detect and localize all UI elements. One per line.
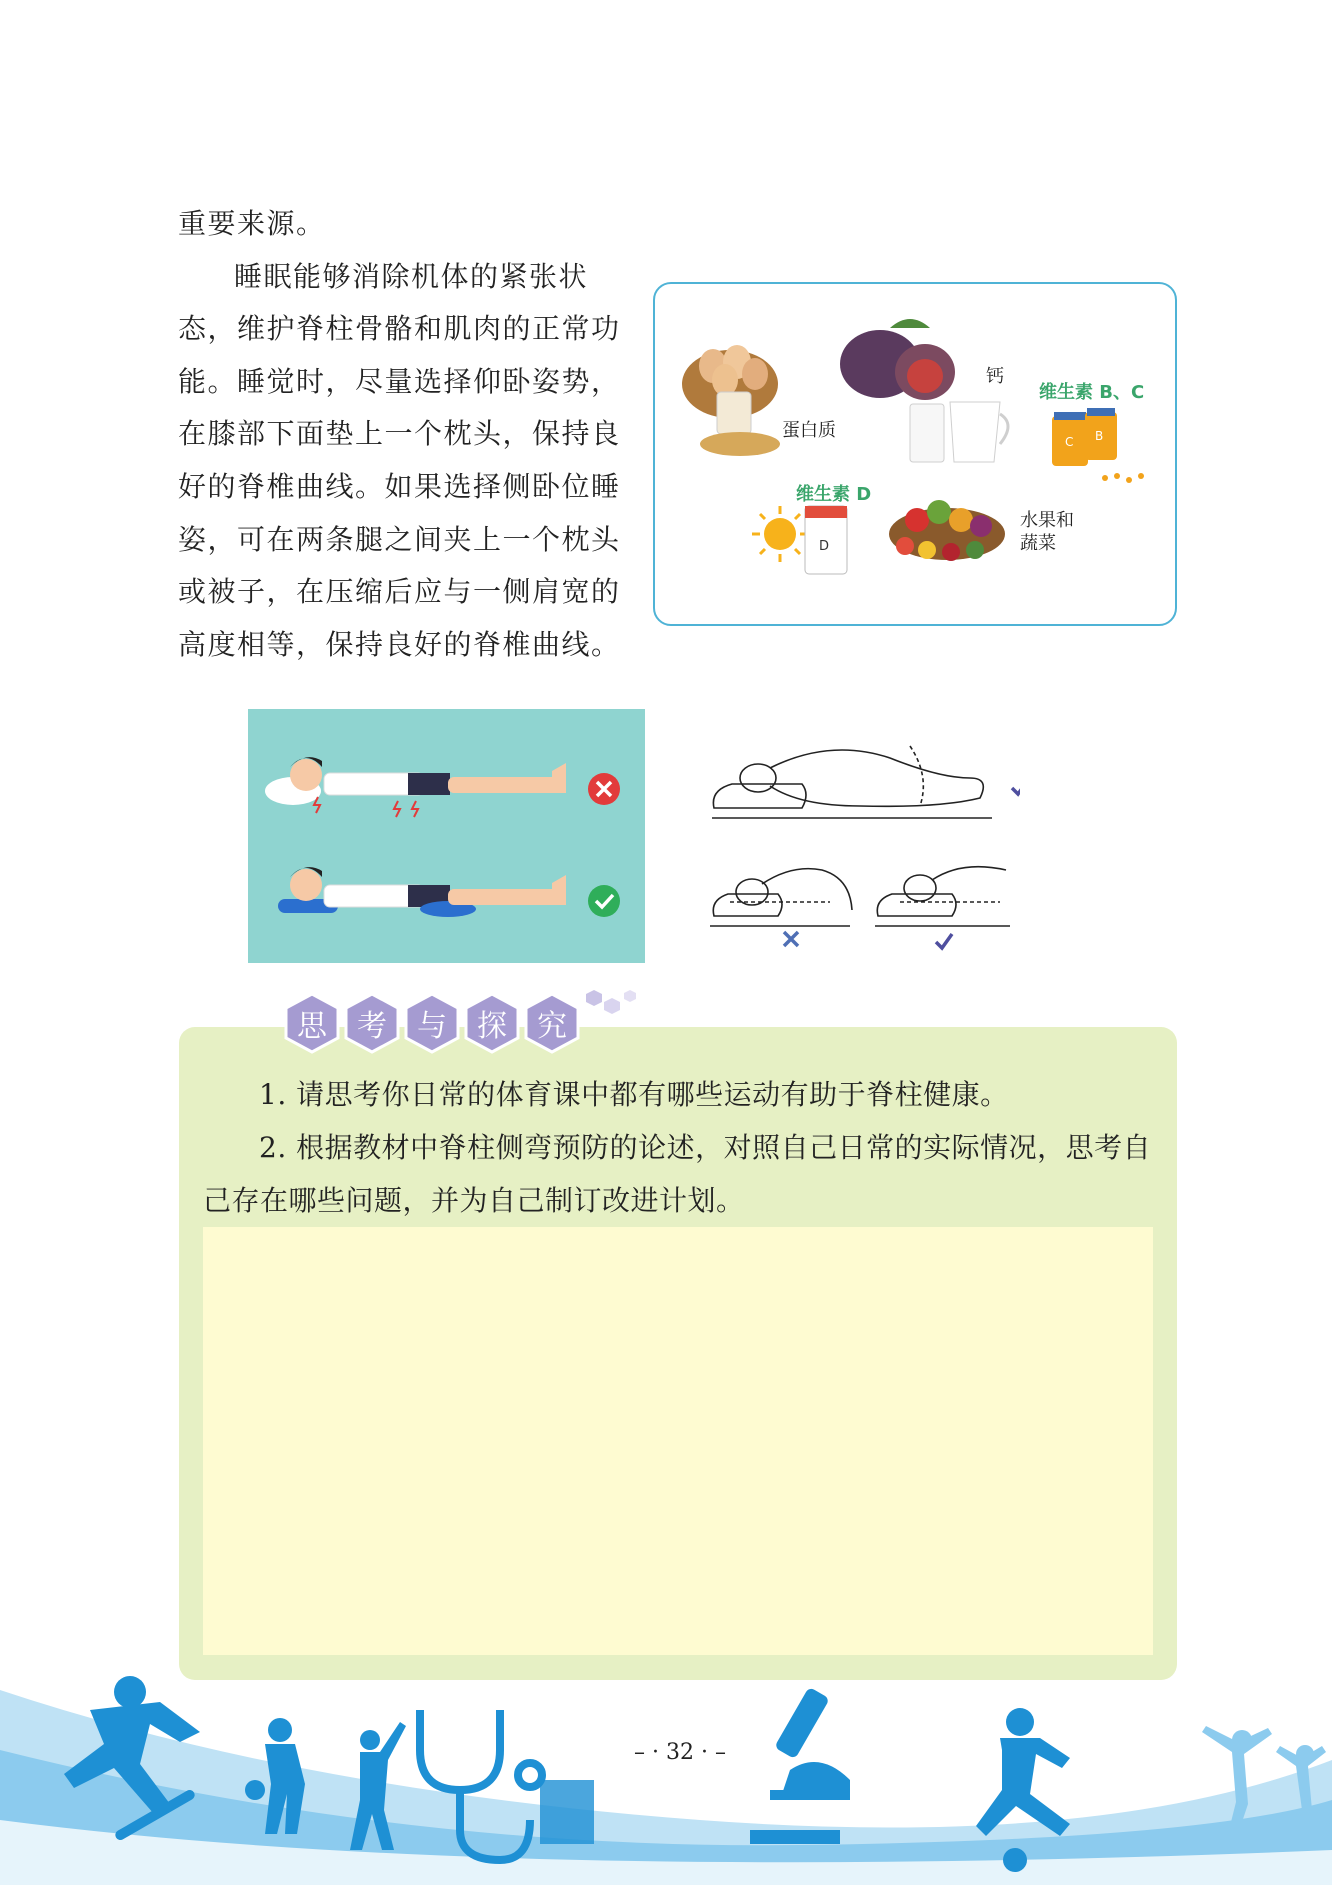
paragraph-1: 重要来源。 (178, 207, 326, 240)
fruit-label-line2: 蔬菜 (1020, 533, 1056, 554)
microscope-icon (750, 1687, 850, 1844)
question-2: 2. 根据教材中脊柱侧弯预防的论述，对照自己日常的实际情况，思考自己存在哪些问题，并为自己制订改进计划。 (203, 1131, 1152, 1217)
footer-decoration (0, 1670, 1332, 1885)
fruit-label-line1: 水果和 (1020, 510, 1074, 531)
milk-icon (910, 402, 1008, 462)
wrong-mark-icon (588, 773, 620, 805)
protein-label: 蛋白质 (782, 420, 836, 441)
vitamin-d-bottle-icon (805, 506, 847, 574)
fig-icon (840, 319, 955, 400)
side-sleeping-illustration (700, 716, 1020, 966)
side-sleeping-sketches (700, 716, 1020, 966)
check-mark-icon (1012, 780, 1020, 794)
wrong-posture-figure (265, 757, 566, 817)
fruit-vegetable-icon (889, 500, 1005, 561)
beaker-icon (540, 1780, 594, 1844)
page-number: – · 32 · – (634, 1740, 726, 1765)
title-hex-2: 考 (344, 992, 400, 1054)
sun-icon (752, 506, 808, 562)
explore-questions (203, 1068, 1153, 1227)
body-text (178, 198, 640, 671)
title-hex-1: 思 (284, 992, 340, 1054)
correct-posture-figure (278, 867, 566, 917)
vitamin-d-label: 维生素 D (796, 484, 872, 505)
answer-area[interactable] (203, 1227, 1153, 1655)
check-mark-icon (936, 934, 952, 948)
calcium-label: 钙 (986, 366, 1004, 387)
cross-mark-icon (784, 932, 798, 946)
svg-text:C: C (1065, 435, 1074, 449)
egg-basket-icon (682, 345, 780, 456)
nutrition-illustration (655, 284, 1175, 624)
nutrition-panel (653, 282, 1177, 626)
vitamin-bc-label: 维生素 B、C (1039, 382, 1145, 403)
decor-hex-icon (584, 988, 644, 1028)
back-sleeping-illustration (248, 709, 645, 963)
svg-text:B: B (1095, 429, 1104, 443)
title-hex-3: 与 (404, 992, 460, 1054)
check-mark-icon (588, 885, 620, 917)
title-hex-4: 探 (464, 992, 520, 1054)
vitamin-bottle-icon (1052, 408, 1144, 483)
think-explore-title (284, 992, 644, 1062)
title-hex-5: 究 (524, 992, 580, 1054)
svg-text:D: D (819, 539, 830, 554)
paragraph-2: 睡眠能够消除机体的紧张状态，维护脊柱骨骼和肌肉的正常功能。睡觉时，尽量选择仰卧姿势，在膝部下面垫上一个枕头，保持良好的脊椎曲线。如果选择侧卧位睡姿，可在两条腿之间夹上一个枕头或被子，在压缩后应与一侧肩宽的高度相等，保持良好的脊椎曲线。 (178, 259, 621, 661)
question-1: 1. 请思考你日常的体育课中都有哪些运动有助于脊柱健康。 (259, 1078, 1009, 1111)
back-sleeping-figures (248, 709, 645, 963)
